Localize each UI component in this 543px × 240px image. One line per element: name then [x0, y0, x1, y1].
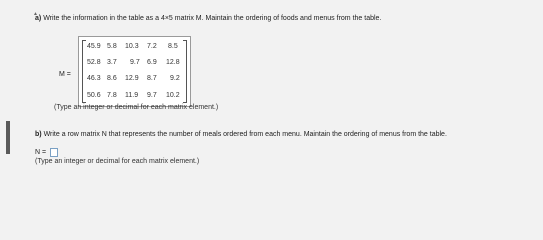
- collapse-caret-icon[interactable]: ▲: [33, 11, 38, 17]
- matrix-cell[interactable]: 10.3: [125, 43, 139, 50]
- part-a-prompt: [35, 15, 381, 22]
- matrix-n-label: N =: [35, 149, 47, 156]
- part-a-text: Write the information in the table as a 4×5 matrix M. Maintain the ordering of foods and menus from the table.: [43, 15, 382, 22]
- part-b-letter: b): [35, 131, 42, 138]
- matrix-cell[interactable]: 6.9: [147, 59, 157, 66]
- part-b-hint: (Type an integer or decimal for each matrix element.): [35, 158, 200, 165]
- side-indicator-bar: [6, 121, 10, 154]
- part-a-hint: (Type an integer or decimal for each matrix element.): [54, 104, 219, 111]
- matrix-cell[interactable]: 8.7: [147, 75, 157, 82]
- part-a-letter: a): [35, 15, 42, 22]
- matrix-m-label: M =: [59, 71, 71, 78]
- matrix-cell[interactable]: 50.6: [87, 92, 101, 99]
- matrix-cell[interactable]: 52.8: [87, 59, 101, 66]
- matrix-cell[interactable]: 8.5: [168, 43, 178, 50]
- matrix-cell[interactable]: 3.7: [107, 59, 117, 66]
- matrix-cell[interactable]: 12.9: [125, 75, 139, 82]
- matrix-n-input[interactable]: [50, 148, 58, 157]
- matrix-cell[interactable]: 9.2: [170, 75, 180, 82]
- matrix-cell[interactable]: 10.2: [166, 92, 180, 99]
- matrix-left-bracket: [82, 40, 86, 103]
- matrix-cell[interactable]: 9.7: [130, 59, 140, 66]
- matrix-m: [78, 36, 191, 107]
- matrix-cell[interactable]: 9.7: [147, 92, 157, 99]
- matrix-cell[interactable]: 5.8: [107, 43, 117, 50]
- matrix-cell[interactable]: 7.2: [147, 43, 157, 50]
- matrix-cell[interactable]: 46.3: [87, 75, 101, 82]
- matrix-cell[interactable]: 12.8: [166, 59, 180, 66]
- part-b-prompt: [35, 131, 447, 138]
- matrix-cell[interactable]: 11.9: [125, 92, 139, 99]
- matrix-cell[interactable]: 8.6: [107, 75, 117, 82]
- matrix-cell[interactable]: 7.8: [107, 92, 117, 99]
- part-b-text: Write a row matrix N that represents the number of meals ordered from each menu. Maintain the ordering of menus from the table.: [43, 131, 447, 138]
- matrix-right-bracket: [183, 40, 187, 103]
- matrix-cell[interactable]: 45.9: [87, 43, 101, 50]
